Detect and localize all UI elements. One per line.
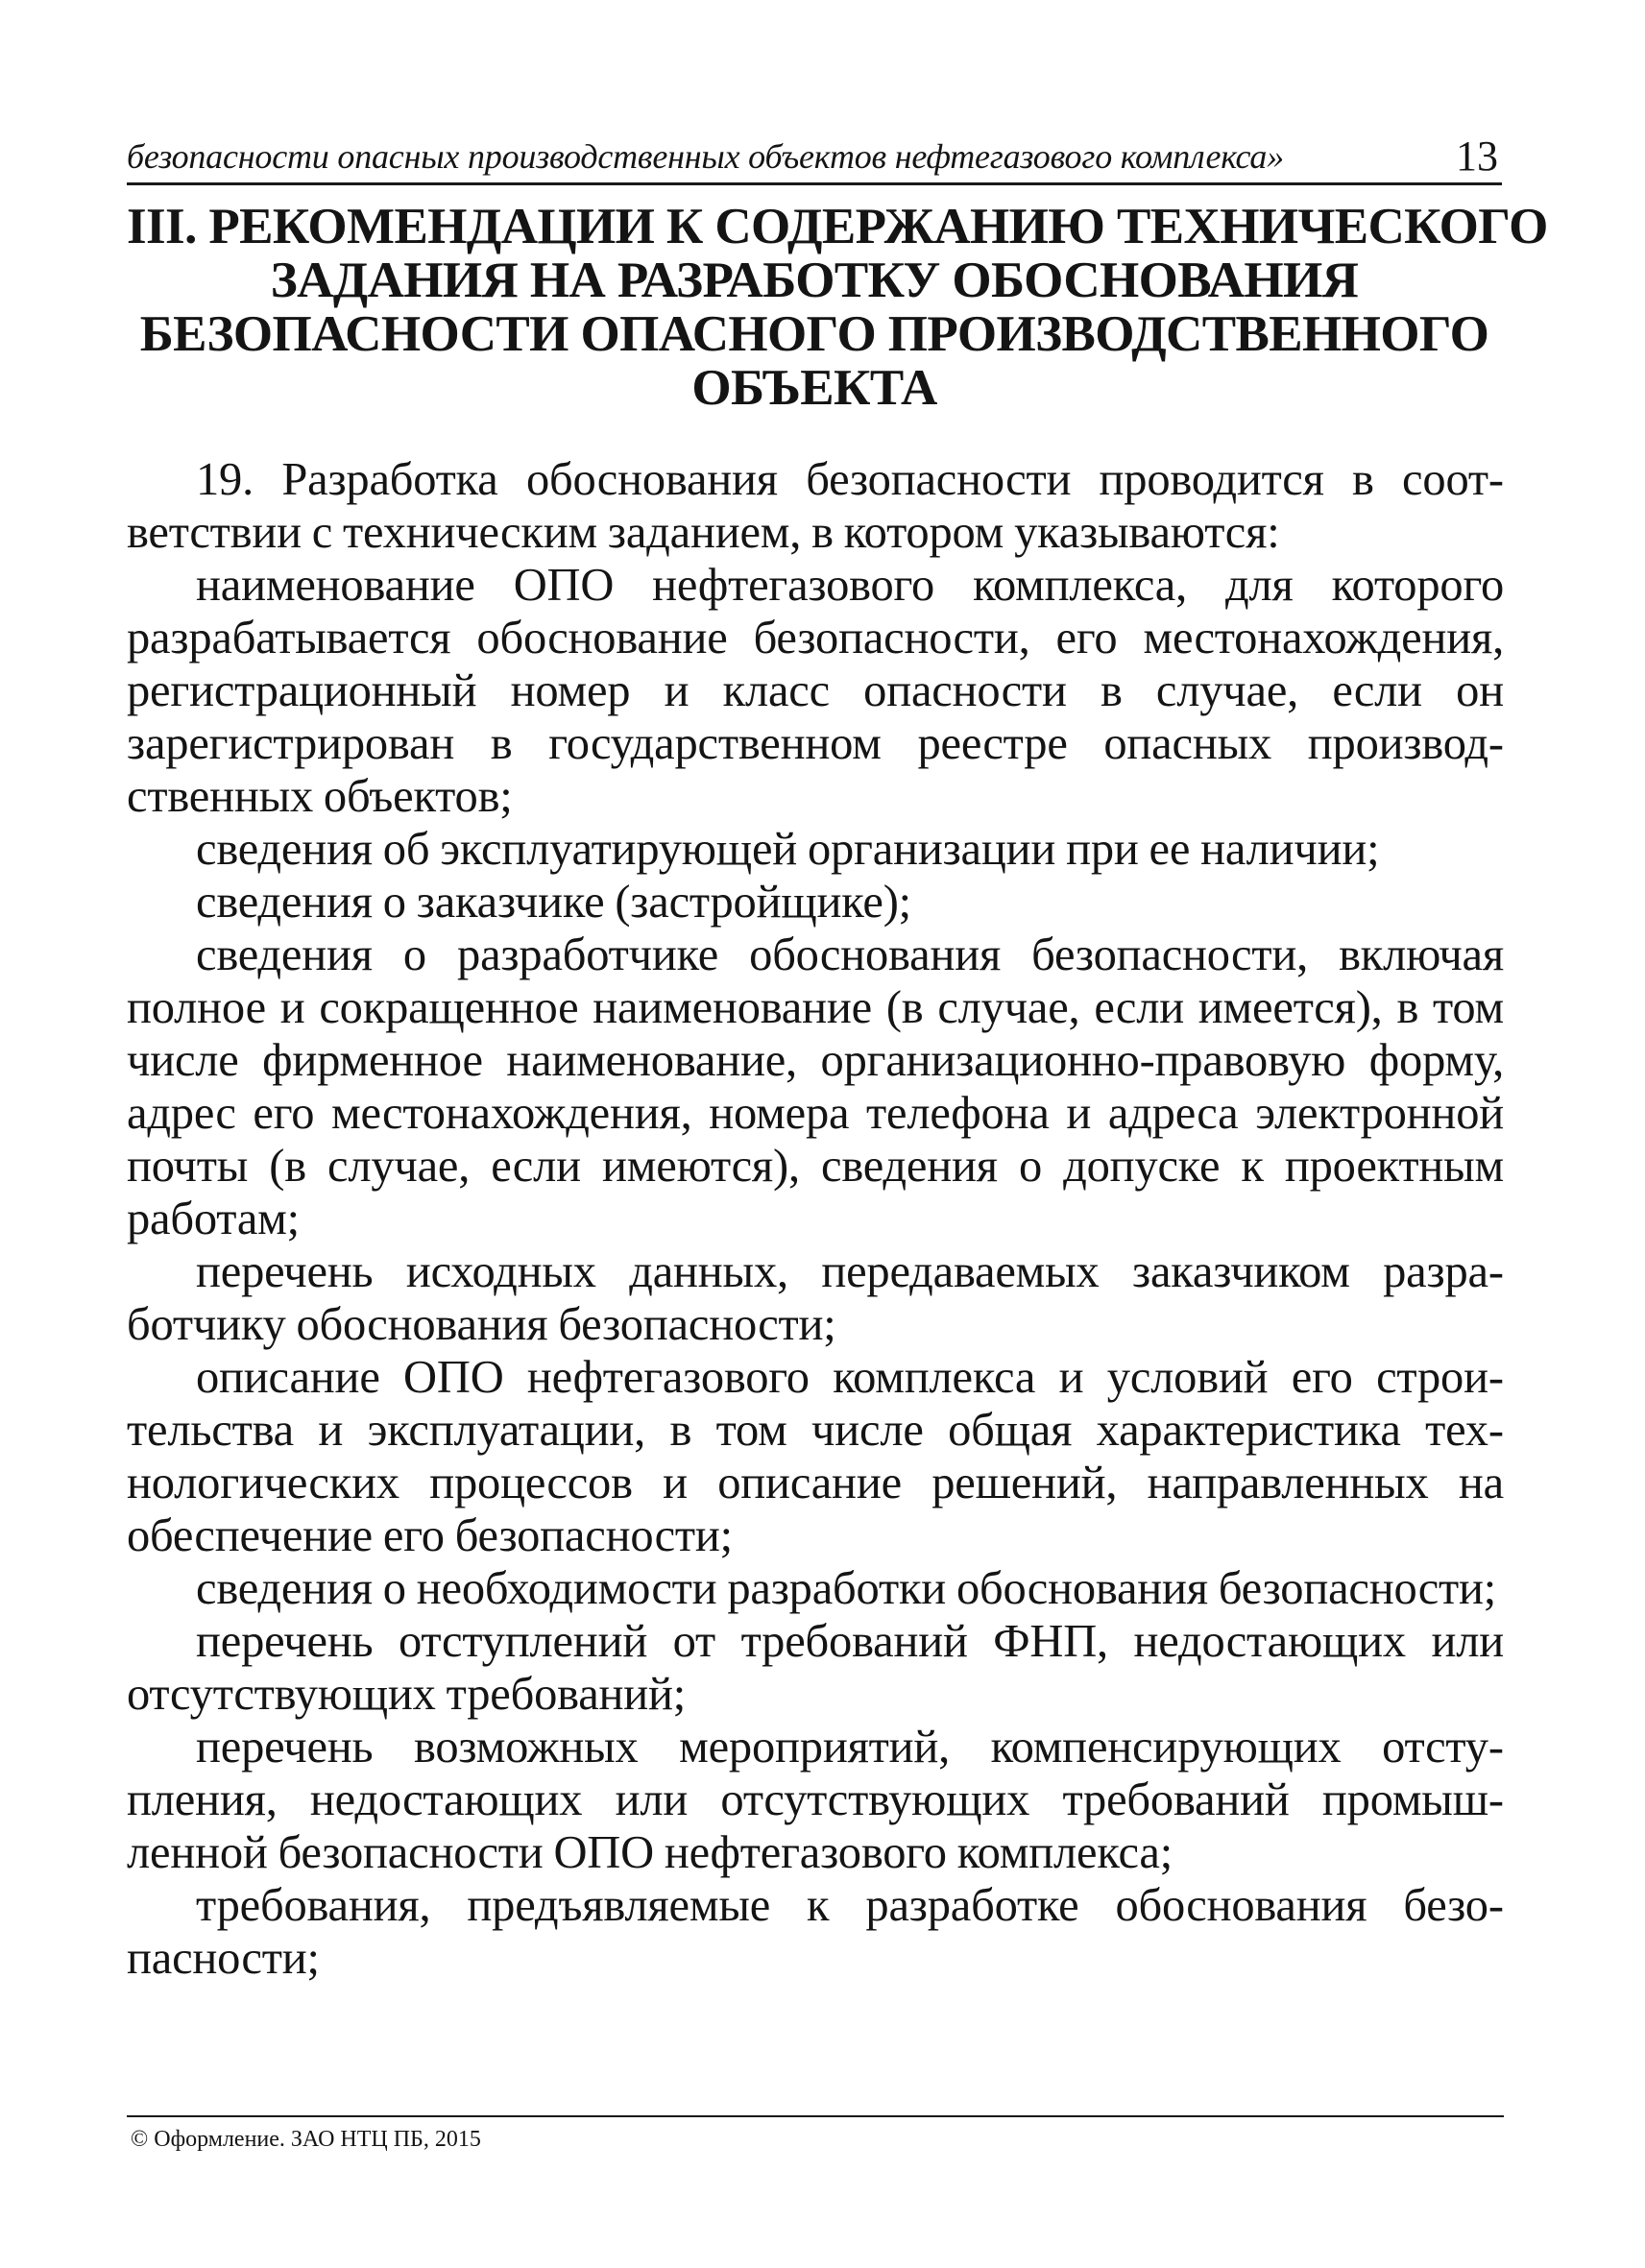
- running-header-title: безопасности опасных производственных объектов нефтегазового комплекса»: [127, 137, 1284, 176]
- section-title-line: III. РЕКОМЕНДАЦИИ К СОДЕРЖАНИЮ ТЕХНИЧЕСКОГО: [127, 199, 1548, 254]
- paragraph-deviations: перечень отступлений от требований ФНП, недостающих или отсутствующих требований;: [127, 1616, 1504, 1720]
- paragraph-developer-info: сведения о разработчике обоснования безопасности, включая полное и сокращенное наименование (в случае, если имеется), в том числе фирменное наименование, организационно-правовую форму, адрес его местонахождения, номера телефона и адреса электронной почты (в случае, если имеются), сведения о допуске к проектным работам;: [127, 929, 1504, 1244]
- page-number: 13: [1456, 133, 1498, 180]
- paragraph-requirements: требования, предъявляемые к разработке обоснования безопасности;: [127, 1880, 1504, 1984]
- paragraph-operator-info: сведения об эксплуатирующей организации при ее наличии;: [196, 824, 1380, 875]
- paragraph-item-19: 19. Разработка обоснования безопасности проводится в соответствии с техническим заданием, в котором указываются:: [127, 454, 1504, 558]
- running-header: [127, 134, 1502, 185]
- paragraph-opo-name: наименование ОПО нефтегазового комплекса, для которого разрабатывается обоснование безопасности, его местонахождения, регистрационный номер и класс опасности в случае, если он зарегистрирован в государственном реестре опасных производственных объектов;: [127, 560, 1504, 822]
- paragraph-input-data: перечень исходных данных, передаваемых заказчиком разработчику обоснования безопасности;: [127, 1246, 1504, 1350]
- section-title-line: ОБЪЕКТА: [691, 360, 937, 416]
- section-title: [127, 199, 1548, 416]
- paragraph-customer-info: сведения о заказчике (застройщике);: [196, 877, 911, 928]
- body-text: [127, 453, 1504, 1985]
- section-title-line: БЕЗОПАСНОСТИ ОПАСНОГО ПРОИЗВОДСТВЕННОГО: [139, 306, 1489, 362]
- section-title-line: ЗАДАНИЯ НА РАЗРАБОТКУ ОБОСНОВАНИЯ: [270, 253, 1359, 308]
- paragraph-necessity: сведения о необходимости разработки обоснования безопасности;: [196, 1563, 1497, 1614]
- paragraph-opo-description: описание ОПО нефтегазового комплекса и условий его строительства и эксплуатации, в том числе общая характеристика технологических процессов и описание решений, направленных на обеспечение его безопасности;: [127, 1352, 1504, 1561]
- footer-divider: [127, 2115, 1504, 2117]
- paragraph-compensating-measures: перечень возможных мероприятий, компенсирующих отступления, недостающих или отсутствующих требований промышленной безопасности ОПО нефтегазового комплекса;: [127, 1722, 1504, 1878]
- footer-copyright: © Оформление. ЗАО НТЦ ПБ, 2015: [131, 2127, 481, 2152]
